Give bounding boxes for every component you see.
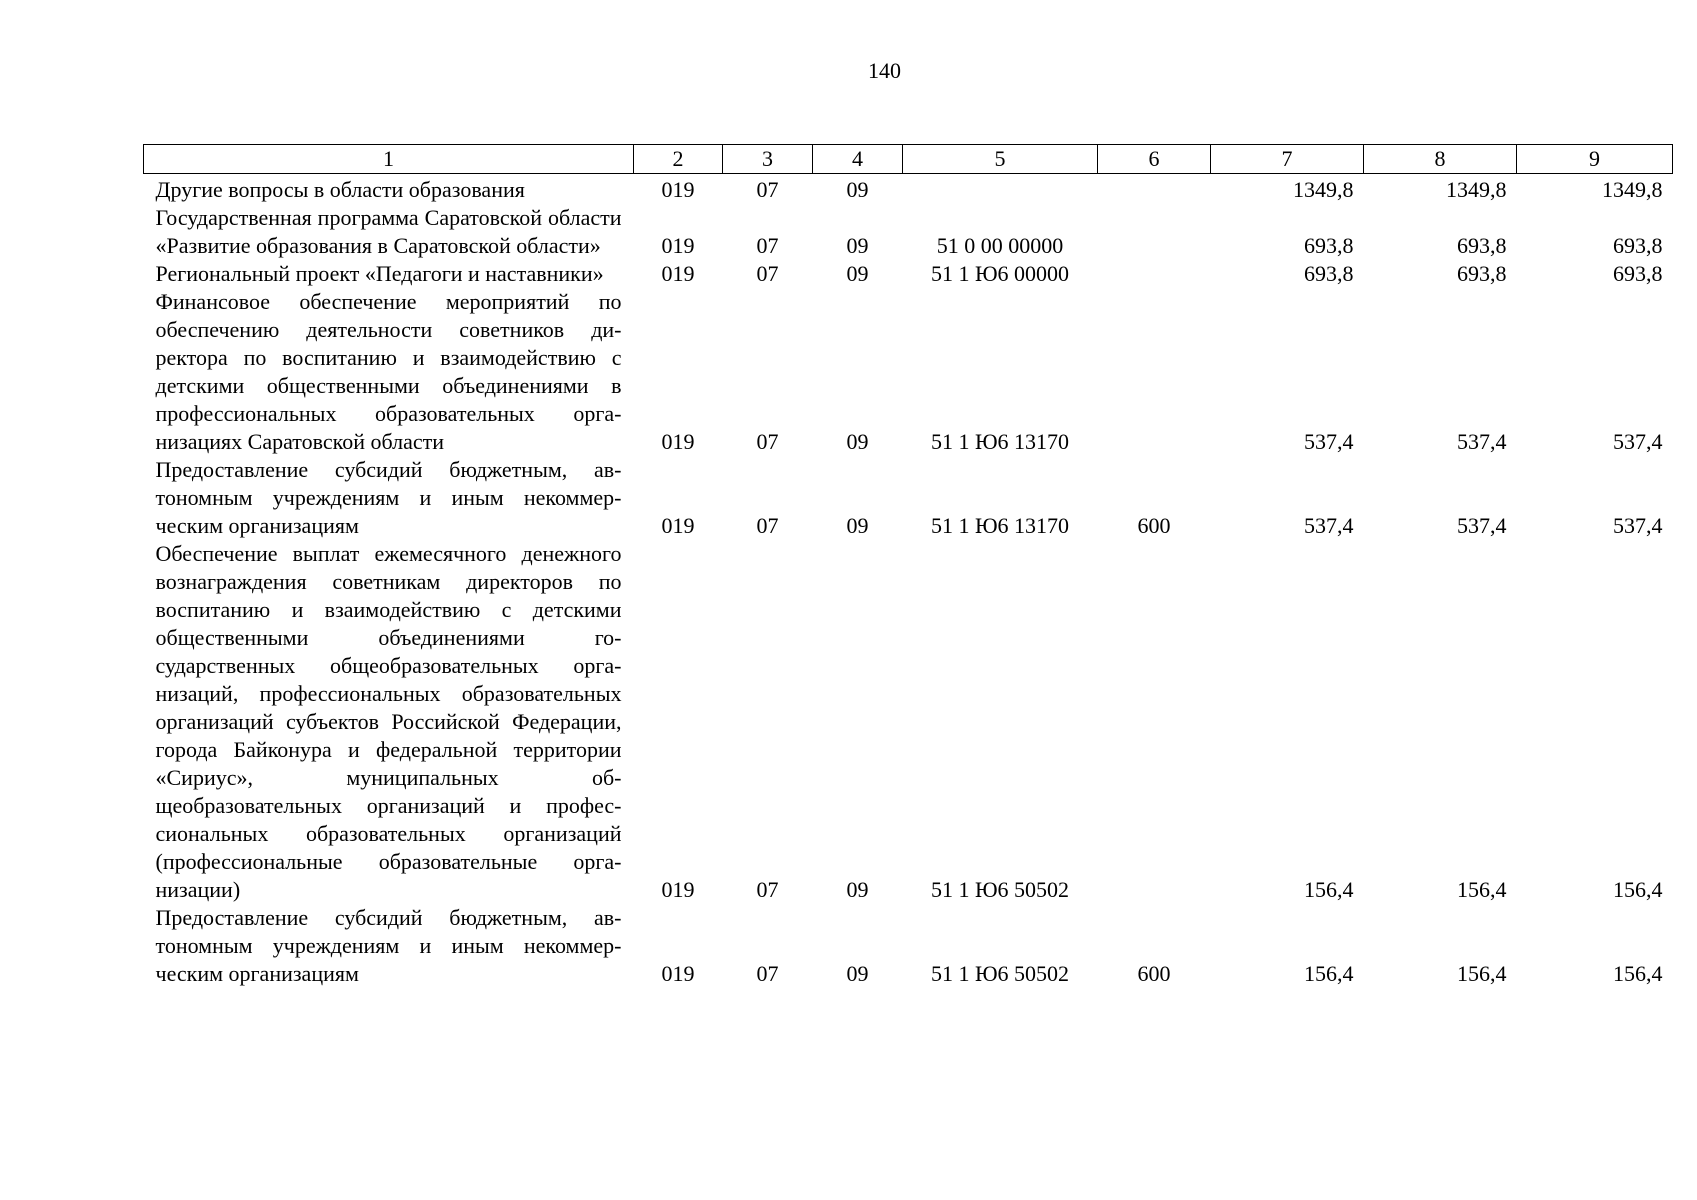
section-code: 07 — [756, 177, 779, 202]
amount-col-8: 156,4 — [1457, 961, 1507, 986]
column-header: 7 — [1211, 145, 1364, 174]
table-row — [144, 204, 1673, 260]
row-name: Предоставление субсидий бюджетным, автономным учреждениям и иным некоммерческим организациям — [155, 457, 622, 538]
amount-col-7: 537,4 — [1304, 429, 1354, 454]
amount-col-7: 156,4 — [1304, 961, 1354, 986]
row-name: Финансовое обеспечение мероприятий по обеспечению деятельности советников директора по воспитанию и взаимодействию с детскими общественными объединениями в профессиональных образовательных организациях Саратовской области — [155, 289, 622, 454]
grbs-code: 019 — [661, 233, 695, 258]
table-row — [144, 456, 1673, 540]
section-code: 07 — [756, 513, 779, 538]
amount-col-9: 1349,8 — [1602, 177, 1663, 202]
section-code: 07 — [756, 233, 779, 258]
grbs-code: 019 — [661, 261, 695, 286]
column-number-row — [144, 145, 1673, 174]
amount-col-8: 537,4 — [1457, 429, 1507, 454]
target-article-code: 51 1 Ю6 13170 — [930, 429, 1070, 454]
section-code: 07 — [756, 429, 779, 454]
subsection-code: 09 — [846, 261, 869, 286]
row-name: Другие вопросы в области образования — [155, 177, 525, 202]
expense-type-code — [1098, 204, 1211, 260]
amount-col-8: 1349,8 — [1446, 177, 1507, 202]
amount-col-7: 693,8 — [1304, 261, 1354, 286]
table-row — [144, 174, 1673, 205]
target-article-code: 51 0 00 00000 — [936, 233, 1064, 258]
table-row — [144, 288, 1673, 456]
amount-col-7: 693,8 — [1304, 233, 1354, 258]
grbs-code: 019 — [661, 429, 695, 454]
table-body — [144, 174, 1673, 989]
amount-col-9: 537,4 — [1613, 513, 1663, 538]
amount-col-7: 156,4 — [1304, 877, 1354, 902]
amount-col-9: 537,4 — [1613, 429, 1663, 454]
target-article-code: 51 1 Ю6 50502 — [930, 877, 1070, 902]
table-row — [144, 540, 1673, 904]
row-name: Обеспечение выплат ежемесячного денежного вознаграждения советникам директоров по воспитанию и взаимодействию с детскими общественными объединениями государственных общеобразовательных организаций, профессиональных образовательных организаций субъектов Российской Федерации, города Байконура и федеральной территории «Сириус», муниципальных общеобразовательных организаций и профессиональных образовательных организаций (профессиональные образовательные организации) — [155, 541, 622, 902]
amount-col-9: 156,4 — [1613, 877, 1663, 902]
page-number: 140 — [868, 58, 901, 83]
amount-col-9: 693,8 — [1613, 233, 1663, 258]
subsection-code: 09 — [846, 233, 869, 258]
column-header: 3 — [723, 145, 813, 174]
grbs-code: 019 — [661, 513, 695, 538]
amount-col-8: 156,4 — [1457, 877, 1507, 902]
amount-col-8: 537,4 — [1457, 513, 1507, 538]
expense-type-code — [1098, 174, 1211, 205]
column-header: 1 — [144, 145, 634, 174]
subsection-code: 09 — [846, 961, 869, 986]
amount-col-9: 156,4 — [1613, 961, 1663, 986]
expense-type-code — [1098, 540, 1211, 904]
amount-col-8: 693,8 — [1457, 261, 1507, 286]
column-header: 2 — [634, 145, 723, 174]
expense-type-code — [1098, 260, 1211, 288]
section-code: 07 — [756, 261, 779, 286]
expense-type-code: 600 — [1137, 961, 1171, 986]
expense-type-code: 600 — [1137, 513, 1171, 538]
amount-col-7: 537,4 — [1304, 513, 1354, 538]
column-header: 9 — [1517, 145, 1673, 174]
column-header: 6 — [1098, 145, 1211, 174]
column-header: 8 — [1364, 145, 1517, 174]
subsection-code: 09 — [846, 877, 869, 902]
grbs-code: 019 — [661, 961, 695, 986]
table-row — [144, 260, 1673, 288]
table-row — [144, 904, 1673, 988]
grbs-code: 019 — [661, 877, 695, 902]
amount-col-8: 693,8 — [1457, 233, 1507, 258]
grbs-code: 019 — [661, 177, 695, 202]
amount-col-7: 1349,8 — [1293, 177, 1354, 202]
section-code: 07 — [756, 961, 779, 986]
row-name: Предоставление субсидий бюджетным, автономным учреждениям и иным некоммерческим организациям — [155, 905, 622, 986]
subsection-code: 09 — [846, 429, 869, 454]
subsection-code: 09 — [846, 177, 869, 202]
table-header — [144, 145, 1673, 174]
section-code: 07 — [756, 877, 779, 902]
target-article-code: 51 1 Ю6 50502 — [930, 961, 1070, 986]
subsection-code: 09 — [846, 513, 869, 538]
row-name: Государственная программа Саратовской области «Развитие образования в Саратовской области» — [155, 205, 622, 258]
column-header: 5 — [903, 145, 1098, 174]
expense-type-code — [1098, 288, 1211, 456]
budget-table — [143, 144, 1673, 988]
column-header: 4 — [813, 145, 903, 174]
target-article-code — [903, 174, 1098, 205]
target-article-code: 51 1 Ю6 00000 — [930, 261, 1070, 286]
target-article-code: 51 1 Ю6 13170 — [930, 513, 1070, 538]
amount-col-9: 693,8 — [1613, 261, 1663, 286]
row-name: Региональный проект «Педагоги и наставники» — [155, 261, 604, 286]
